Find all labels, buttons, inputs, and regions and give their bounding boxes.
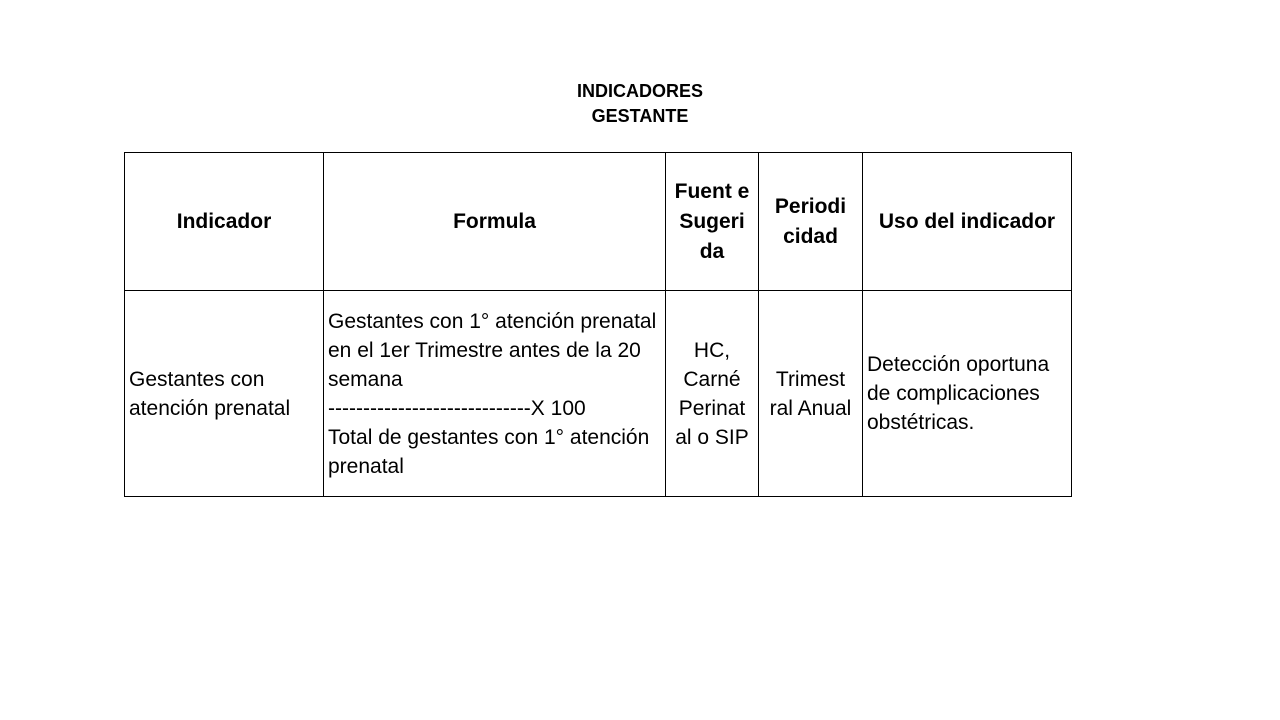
formula-divider: -----------------------------X 100 bbox=[328, 396, 586, 420]
title-line-1: INDICADORES bbox=[576, 81, 703, 101]
cell-uso: Detección oportuna de complicaciones obstétricas. bbox=[863, 291, 1072, 497]
cell-indicador: Gestantes con atención prenatal bbox=[125, 291, 324, 497]
cell-formula bbox=[324, 291, 666, 497]
header-formula: Formula bbox=[324, 153, 666, 291]
table-row bbox=[125, 291, 1072, 497]
header-uso: Uso del indicador bbox=[863, 153, 1072, 291]
indicators-table bbox=[124, 152, 1072, 497]
header-indicador: Indicador bbox=[125, 153, 324, 291]
formula-numerator: Gestantes con 1° atención prenatal en el 1er Trimestre antes de la 20 semana bbox=[328, 309, 657, 391]
header-fuente: Fuent e Sugeri da bbox=[666, 153, 759, 291]
cell-periodicidad: Trimest ral Anual bbox=[759, 291, 863, 497]
title-line-2: GESTANTE bbox=[591, 106, 689, 126]
cell-fuente: HC, Carné Perinat al o SIP bbox=[666, 291, 759, 497]
header-periodicidad: Periodi cidad bbox=[759, 153, 863, 291]
formula-denominator: Total de gestantes con 1° atención prenatal bbox=[328, 425, 650, 478]
document-title bbox=[440, 79, 840, 129]
table-header-row bbox=[125, 153, 1072, 291]
